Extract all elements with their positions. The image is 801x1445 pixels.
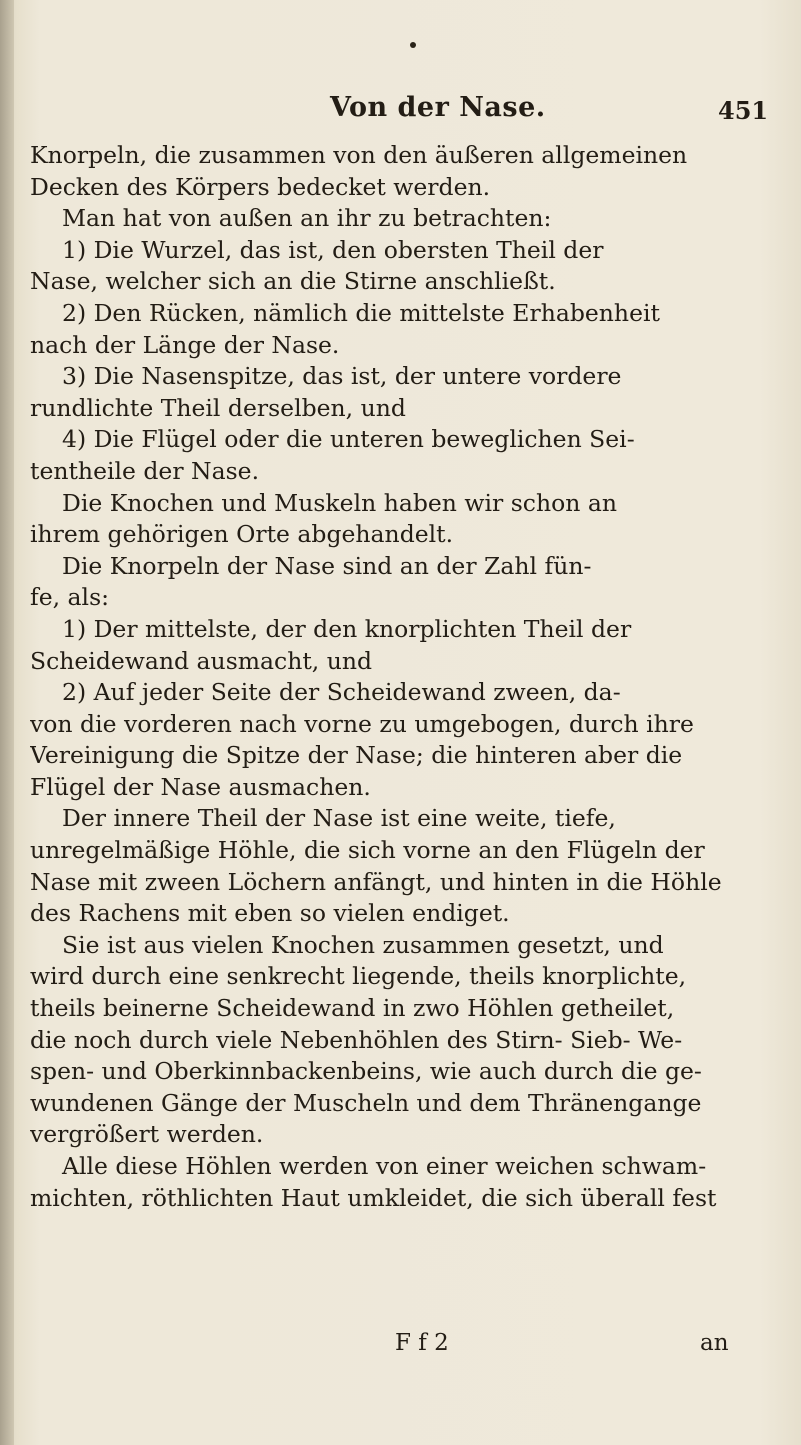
text-line: tentheile der Nase. [30, 456, 260, 485]
text-line: wird durch eine senkrecht liegende, theils knorplichte, [30, 962, 687, 991]
text-line: fe, als: [30, 583, 110, 612]
text-line: michten, röthlichten Haut umkleidet, die sich überall fest [30, 1183, 717, 1212]
text-line: ihrem gehörigen Orte abgehandelt. [30, 520, 454, 549]
text-line: die noch durch viele Nebenhöhlen des Stirn- Sieb- We- [30, 1025, 683, 1054]
text-line: Knorpeln, die zusammen von den äußeren allgemeinen [30, 141, 688, 169]
page-body [30, 140, 770, 1214]
page-gutter [0, 0, 14, 1445]
text-line: Man hat von außen an ihr zu betrachten: [62, 204, 552, 233]
text-line: Der innere Theil der Nase ist eine weite, tiefe, [62, 804, 616, 833]
ink-speck [410, 42, 416, 48]
text-line: 1) Die Wurzel, das ist, den obersten Theil der [62, 235, 604, 264]
text-line: Nase, welcher sich an die Stirne anschließt. [30, 267, 556, 296]
text-line: Decken des Körpers bedecket werden. [30, 172, 491, 201]
text-line: spen- und Oberkinnbackenbeins, wie auch durch die ge- [30, 1057, 702, 1086]
text-line: nach der Länge der Nase. [30, 330, 340, 359]
text-line: wundenen Gänge der Muscheln und dem Thränengange [30, 1088, 702, 1117]
text-line: unregelmäßige Höhle, die sich vorne an den Flügeln der [30, 836, 705, 865]
page-footer [0, 1330, 801, 1370]
text-line: vergrößert werden. [30, 1120, 264, 1149]
text-line: rundlichte Theil derselben, und [30, 393, 406, 422]
text-line: theils beinerne Scheidewand in zwo Höhlen getheilet, [30, 994, 675, 1023]
text-line: 1) Der mittelste, der den knorplichten Theil der [62, 614, 632, 643]
page-header [0, 92, 801, 132]
text-line: Die Knochen und Muskeln haben wir schon an [62, 488, 617, 517]
text-line: 2) Den Rücken, nämlich die mittelste Erhabenheit [62, 298, 660, 327]
text-line: des Rachens mit eben so vielen endiget. [30, 899, 510, 928]
text-line: Scheidewand ausmacht, und [30, 646, 373, 675]
text-line: von die vorderen nach vorne zu umgebogen, durch ihre [30, 709, 694, 738]
text-line: Vereinigung die Spitze der Nase; die hinteren aber die [30, 741, 683, 770]
text-line: Flügel der Nase ausmachen. [30, 772, 371, 801]
signature-mark: F f 2 [395, 1330, 449, 1356]
text-line: 4) Die Flügel oder die unteren beweglichen Sei- [62, 425, 635, 454]
page-number: 451 [718, 96, 769, 125]
text-line: Alle diese Höhlen werden von einer weichen schwam- [62, 1152, 707, 1180]
running-title: Von der Nase. [330, 92, 546, 123]
text-line: Sie ist aus vielen Knochen zusammen gesetzt, und [62, 930, 664, 959]
text-line: 3) Die Nasenspitze, das ist, der untere vordere [62, 362, 622, 391]
catchword: an [700, 1330, 729, 1356]
text-line: Die Knorpeln der Nase sind an der Zahl fün- [62, 551, 592, 580]
text-line: 2) Auf jeder Seite der Scheidewand zween, da- [62, 678, 621, 707]
text-line: Nase mit zween Löchern anfängt, und hinten in die Höhle [30, 867, 722, 896]
